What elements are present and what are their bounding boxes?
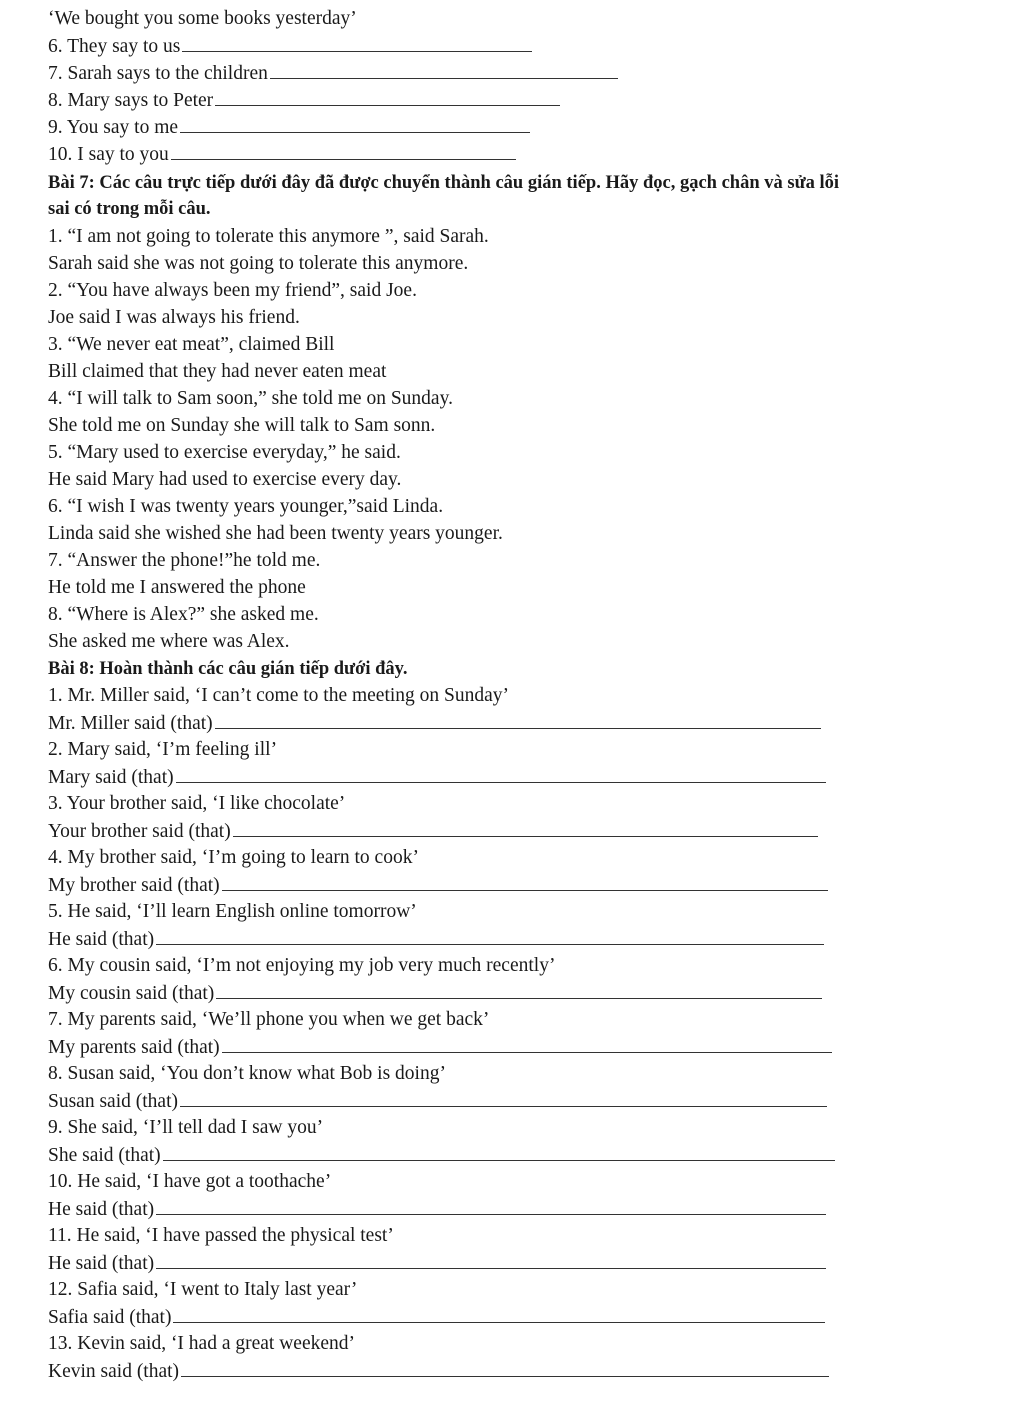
- sec8-reported: Susan said (that): [48, 1090, 827, 1113]
- answer-blank[interactable]: [270, 62, 618, 79]
- sec7-direct: 2. “You have always been my friend”, said Joe.: [48, 280, 417, 301]
- sec7-direct: 6. “I wish I was twenty years younger,”said Linda.: [48, 496, 444, 517]
- answer-blank[interactable]: [156, 1198, 826, 1215]
- answer-blank[interactable]: [222, 1036, 832, 1053]
- sec7-reported: Linda said she wished she had been twenty years younger.: [48, 523, 503, 544]
- sec8-direct: 2. Mary said, ‘I’m feeling ill’: [48, 739, 278, 760]
- sec7-direct: 1. “I am not going to tolerate this anymore ”, said Sarah.: [48, 226, 489, 247]
- sec8-reported: Your brother said (that): [48, 820, 818, 843]
- sec8-reported: My parents said (that): [48, 1036, 832, 1059]
- sec7-reported: She asked me where was Alex.: [48, 631, 290, 652]
- sec8-reported: He said (that): [48, 1198, 826, 1221]
- answer-blank[interactable]: [222, 874, 828, 891]
- sec8-direct: 1. Mr. Miller said, ‘I can’t come to the meeting on Sunday’: [48, 685, 510, 706]
- sec7-direct: 4. “I will talk to Sam soon,” she told me on Sunday.: [48, 388, 453, 409]
- answer-blank[interactable]: [173, 1306, 825, 1323]
- answer-blank[interactable]: [180, 1090, 827, 1107]
- sec8-direct: 9. She said, ‘I’ll tell dad I saw you’: [48, 1117, 324, 1138]
- answer-blank[interactable]: [181, 1360, 829, 1377]
- answer-blank[interactable]: [176, 766, 826, 783]
- sec8-reported: She said (that): [48, 1144, 835, 1167]
- sec7-reported: Sarah said she was not going to tolerate this anymore.: [48, 253, 469, 274]
- sec8-reported: Kevin said (that): [48, 1360, 829, 1383]
- sec7-direct: 3. “We never eat meat”, claimed Bill: [48, 334, 335, 355]
- sec7-direct: 8. “Where is Alex?” she asked me.: [48, 604, 319, 625]
- answer-blank[interactable]: [156, 1252, 826, 1269]
- sec8-direct: 5. He said, ‘I’ll learn English online tomorrow’: [48, 901, 417, 922]
- answer-blank[interactable]: [182, 35, 532, 52]
- sec7-reported: She told me on Sunday she will talk to Sam sonn.: [48, 415, 436, 436]
- sec6-item: 10. I say to you: [48, 143, 516, 166]
- sec8-reported: Safia said (that): [48, 1306, 825, 1329]
- sec8-title: Bài 8: Hoàn thành các câu gián tiếp dưới đây.: [48, 659, 408, 679]
- sec8-reported: Mr. Miller said (that): [48, 712, 821, 735]
- sec8-direct: 6. My cousin said, ‘I’m not enjoying my job very much recently’: [48, 955, 556, 976]
- sec7-reported: Joe said I was always his friend.: [48, 307, 300, 328]
- sec6-prompt: ‘We bought you some books yesterday’: [48, 8, 357, 29]
- sec8-reported: He said (that): [48, 1252, 826, 1275]
- sec6-item: 6. They say to us: [48, 35, 532, 58]
- answer-blank[interactable]: [163, 1144, 835, 1161]
- sec8-direct: 13. Kevin said, ‘I had a great weekend’: [48, 1333, 356, 1354]
- answer-blank[interactable]: [215, 712, 821, 729]
- sec7-direct: 5. “Mary used to exercise everyday,” he said.: [48, 442, 401, 463]
- answer-blank[interactable]: [171, 143, 516, 160]
- sec8-reported: He said (that): [48, 928, 824, 951]
- sec6-item: 8. Mary says to Peter: [48, 89, 560, 112]
- sec8-direct: 7. My parents said, ‘We’ll phone you when we get back’: [48, 1009, 490, 1030]
- sec7-reported: He told me I answered the phone: [48, 577, 306, 598]
- sec8-direct: 10. He said, ‘I have got a toothache’: [48, 1171, 332, 1192]
- sec8-reported: Mary said (that): [48, 766, 826, 789]
- sec7-reported: Bill claimed that they had never eaten meat: [48, 361, 387, 382]
- sec7-title-line1: Bài 7: Các câu trực tiếp dưới đây đã được chuyển thành câu gián tiếp. Hãy đọc, gạch chân và sửa lỗi: [48, 173, 840, 193]
- sec7-direct: 7. “Answer the phone!”he told me.: [48, 550, 321, 571]
- answer-blank[interactable]: [215, 89, 560, 106]
- answer-blank[interactable]: [156, 928, 824, 945]
- sec6-item: 9. You say to me: [48, 116, 530, 139]
- sec8-reported: My cousin said (that): [48, 982, 822, 1005]
- sec8-direct: 3. Your brother said, ‘I like chocolate’: [48, 793, 346, 814]
- answer-blank[interactable]: [233, 820, 818, 837]
- sec7-title-line2: sai có trong mỗi câu.: [48, 199, 211, 219]
- sec8-reported: My brother said (that): [48, 874, 828, 897]
- sec6-item: 7. Sarah says to the children: [48, 62, 618, 85]
- answer-blank[interactable]: [216, 982, 822, 999]
- sec8-direct: 12. Safia said, ‘I went to Italy last year’: [48, 1279, 358, 1300]
- sec8-direct: 4. My brother said, ‘I’m going to learn to cook’: [48, 847, 419, 868]
- answer-blank[interactable]: [180, 116, 530, 133]
- sec8-direct: 11. He said, ‘I have passed the physical test’: [48, 1225, 394, 1246]
- sec7-reported: He said Mary had used to exercise every day.: [48, 469, 402, 490]
- sec8-direct: 8. Susan said, ‘You don’t know what Bob is doing’: [48, 1063, 446, 1084]
